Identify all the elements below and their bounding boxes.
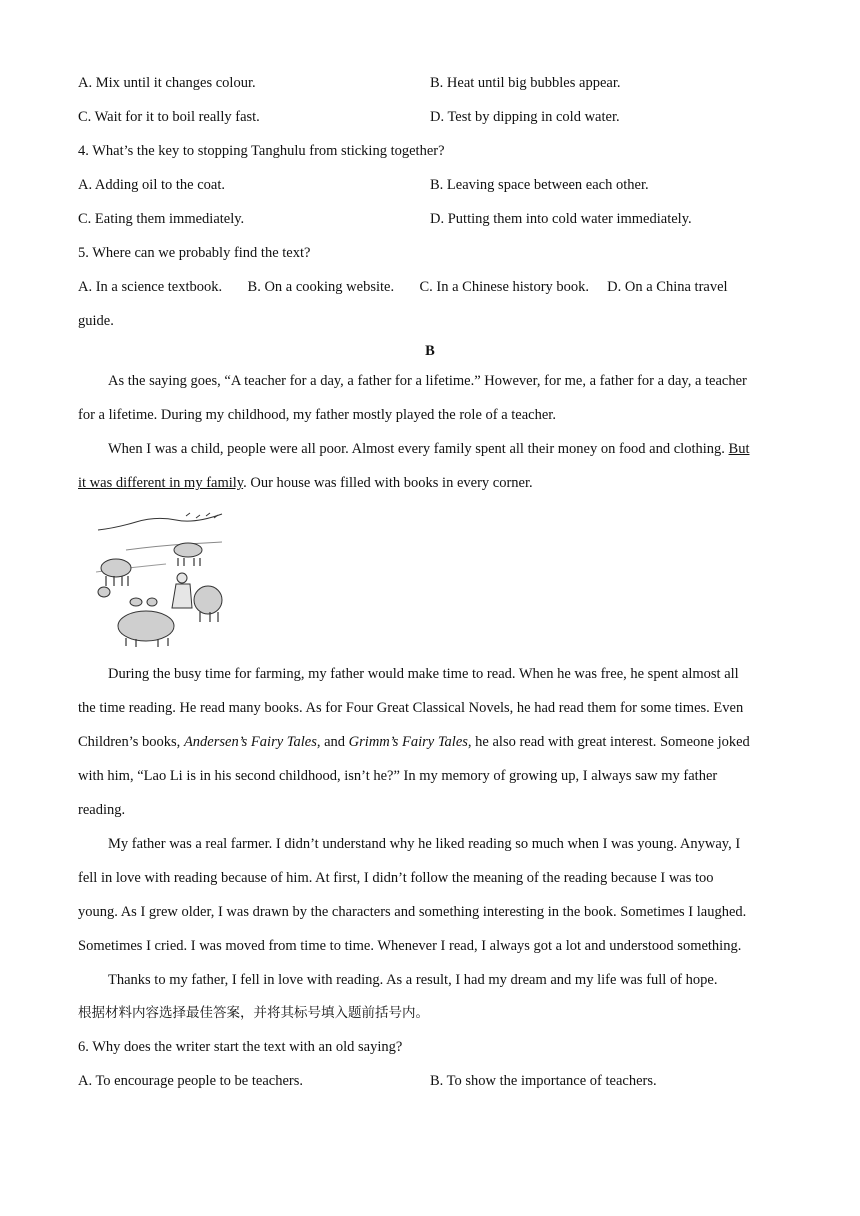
q4-option-a: A. Adding oil to the coat. — [78, 177, 225, 193]
q4-option-d: D. Putting them into cold water immediately. — [430, 211, 692, 227]
paragraph-4-line-4: Sometimes I cried. I was moved from time to time. Whenever I read, I always got a lot and understood something. — [78, 938, 742, 954]
q4-option-c: C. Eating them immediately. — [78, 211, 245, 227]
paragraph-3-line-2: the time reading. He read many books. As for Four Great Classical Novels, he had read them for some times. Even — [78, 700, 744, 716]
book-title-grimm: Grimm’s Fairy Tales — [348, 734, 468, 750]
section-heading: B — [425, 343, 435, 359]
farm-reading-illustration — [96, 512, 224, 648]
q3-option-d: D. Test by dipping in cold water. — [430, 109, 620, 125]
q4-question: 4. What’s the key to stopping Tanghulu from sticking together? — [78, 143, 445, 159]
paragraph-4-line-3: young. As I grew older, I was drawn by the characters and something interesting in the book. Sometimes I laughed. — [78, 904, 747, 920]
underlined-phrase-start: But — [728, 441, 750, 457]
paragraph-3-line-4: with him, “Lao Li is in his second childhood, isn’t he?” In my memory of growing up, I always saw my father — [78, 768, 718, 784]
paragraph-2-line-1 — [108, 440, 749, 458]
paragraph-3-text-end: , he also read with great interest. Someone joked — [467, 734, 750, 750]
instruction-text: 根据材料内容选择最佳答案，并将其标号填入题前括号内。 — [78, 1005, 429, 1021]
paragraph-1-line-2: for a lifetime. During my childhood, my father mostly played the role of a teacher. — [78, 407, 556, 423]
paragraph-3-line-5: reading. — [78, 802, 126, 818]
book-title-andersen: Andersen’s Fairy Tales — [183, 734, 317, 750]
paragraph-4-line-1: My father was a real farmer. I didn’t understand why he liked reading so much when I was young. Anyway, I — [108, 836, 741, 852]
paragraph-3-text: Children’s books, — [78, 734, 184, 750]
q3-option-a: A. Mix until it changes colour. — [78, 75, 256, 91]
q6-option-a: A. To encourage people to be teachers. — [78, 1073, 303, 1089]
q6-option-b: B. To show the importance of teachers. — [430, 1073, 657, 1089]
paragraph-4-line-2: fell in love with reading because of him. At first, I didn’t follow the meaning of the reading because I was too — [78, 870, 714, 886]
q6-question: 6. Why does the writer start the text with an old saying? — [78, 1039, 403, 1055]
paragraph-2-line-2 — [78, 474, 533, 492]
q3-option-c: C. Wait for it to boil really fast. — [78, 109, 260, 125]
q5-options: A. In a science textbook. B. On a cooking website. C. In a Chinese history book. D. On a China travel — [78, 279, 728, 295]
paragraph-3-line-1: During the busy time for farming, my father would make time to read. When he was free, he spent almost all — [108, 666, 739, 682]
underlined-phrase: it was different in my family — [78, 475, 244, 491]
paragraph-5-line-1: Thanks to my father, I fell in love with reading. As a result, I had my dream and my life was full of hope. — [108, 972, 718, 988]
q5-options-continued: guide. — [78, 313, 114, 329]
paragraph-1-line-1: As the saying goes, “A teacher for a day, a father for a lifetime.” However, for me, a father for a day, a teacher — [108, 373, 747, 389]
q3-option-b: B. Heat until big bubbles appear. — [430, 75, 621, 91]
q4-option-b: B. Leaving space between each other. — [430, 177, 649, 193]
paragraph-2-text: When I was a child, people were all poor. Almost every family spent all their money on food and clothing. — [108, 441, 729, 457]
paragraph-2-text-end: . Our house was filled with books in every corner. — [243, 475, 533, 491]
paragraph-3-conjunction: , and — [316, 734, 349, 750]
q5-question: 5. Where can we probably find the text? — [78, 245, 311, 261]
paragraph-3-line-3 — [78, 733, 750, 751]
